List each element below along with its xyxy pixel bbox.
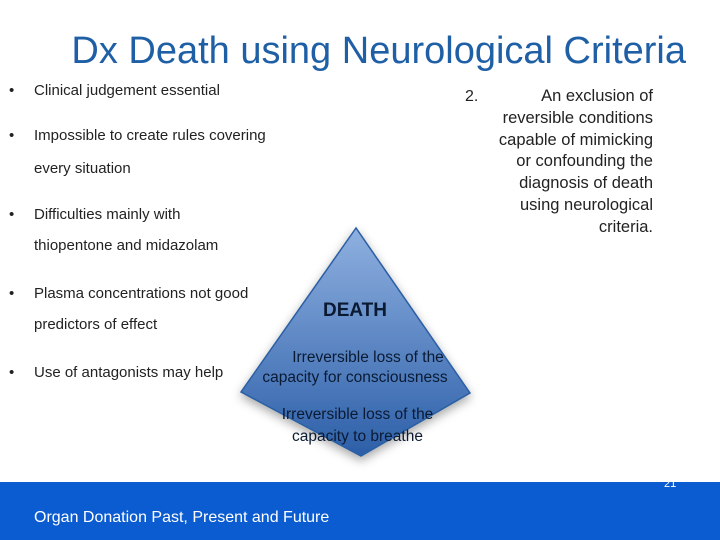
bullet-text-continued: every situation — [34, 160, 131, 177]
bullet-symbol: • — [9, 206, 15, 223]
footer-text: Organ Donation Past, Present and Future — [34, 509, 330, 526]
numbered-text-line: using neurological — [519, 195, 653, 214]
pyramid-middle-label — [240, 348, 470, 388]
bullet-symbol: • — [9, 127, 15, 144]
pyramid-top-label: DEATH — [322, 300, 388, 321]
pyramid-bottom-line: capacity to breathe — [292, 428, 423, 445]
bullet-text: Plasma concentrations not good — [34, 285, 249, 302]
bullet-text: Clinical judgement essential — [34, 82, 220, 99]
bullet-text-continued: thiopentone and midazolam — [34, 237, 219, 254]
bullet-text-continued: predictors of effect — [34, 316, 158, 333]
numbered-marker: 2. — [465, 88, 479, 105]
pyramid-bottom-line: Irreversible loss of the — [281, 406, 434, 423]
numbered-text-line: criteria. — [598, 217, 653, 236]
bullet-symbol: • — [9, 82, 15, 99]
numbered-text-line: capable of mimicking — [498, 130, 653, 149]
pyramid-middle-line: capacity for consciousness — [262, 369, 448, 386]
numbered-text-line: An exclusion of — [541, 87, 653, 105]
bullet-text: Difficulties mainly with — [34, 206, 181, 223]
bullet-text: Impossible to create rules covering — [34, 127, 266, 144]
numbered-text-line: or confounding the — [516, 152, 653, 171]
bullet-text: Use of antagonists may help — [34, 364, 224, 381]
numbered-text-line: diagnosis of death — [519, 174, 653, 193]
pyramid-bottom-label — [240, 404, 475, 448]
bullet-symbol: • — [9, 285, 15, 302]
pyramid-middle-line: Irreversible loss of the — [292, 349, 444, 366]
slide-title: Dx Death using Neurological Criteria — [71, 30, 686, 72]
bullet-symbol: • — [9, 364, 15, 381]
footer-bar — [0, 482, 720, 540]
page-number: 21 — [664, 478, 677, 490]
numbered-text-line: reversible conditions — [502, 108, 653, 127]
